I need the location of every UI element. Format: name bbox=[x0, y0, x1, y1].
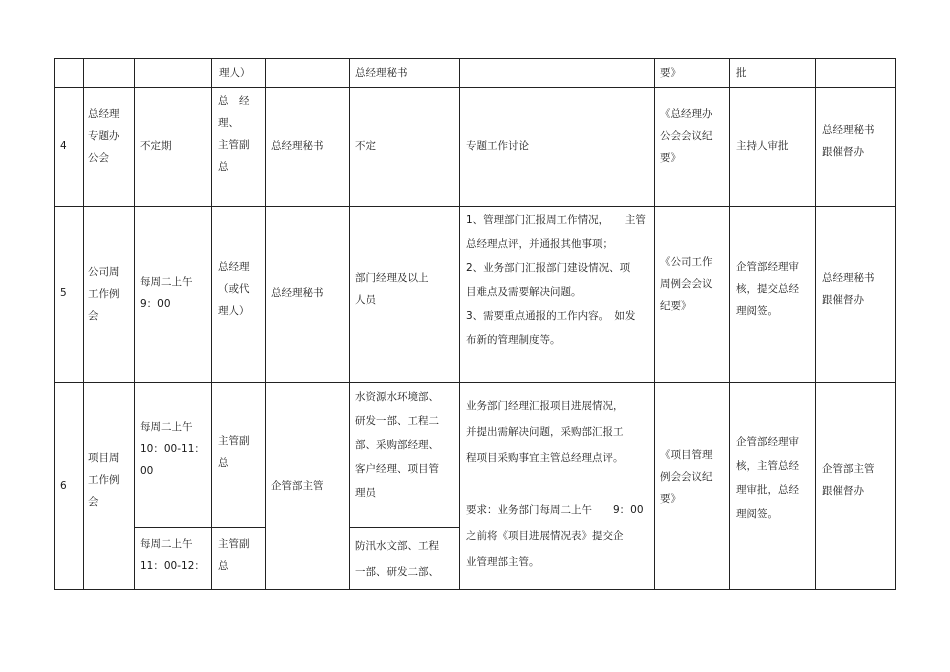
row6-time-a: 每周二上午 10：00-11： 00 bbox=[140, 421, 205, 477]
row6-number: 6 bbox=[60, 480, 67, 492]
row6-followup: 企管部主管 跟催督办 bbox=[822, 463, 875, 497]
row6-recorder: 企管部主管 bbox=[271, 480, 324, 492]
row4-meeting-name: 总经理 专题办 公会 bbox=[88, 108, 120, 164]
row6-time-b: 每周二上午 11：00-12： bbox=[140, 538, 205, 572]
rule-v-0 bbox=[54, 58, 55, 590]
rule-v-10 bbox=[895, 58, 896, 590]
row5-approval: 企管部经理审 核，提交总经 理阅签。 bbox=[736, 261, 799, 317]
row4-time: 不定期 bbox=[140, 140, 172, 152]
rule-h-top bbox=[54, 58, 896, 59]
top-approval-cell: 批 bbox=[736, 67, 747, 79]
rule-h-3 bbox=[54, 382, 896, 383]
row6-attendees-b: 防汛水文部、工程 一部、研发二部、 bbox=[355, 540, 439, 578]
row5-number: 5 bbox=[60, 287, 67, 299]
row6-minutes: 《项目管理 例会会议纪 要》 bbox=[660, 449, 713, 505]
top-minutes-cell: 要》 bbox=[660, 67, 681, 79]
row6-attendees-a: 水资源水环境部、 研发一部、工程二 部、采购部经理、 客户经理、项目管 理员 bbox=[355, 391, 439, 499]
row6-content: 业务部门经理汇报项目进展情况， 并提出需解决问题，采购部汇报工 程项目采购事宜主管总经理点评。 要求：业务部门每周二上午 9：00 之前将《项目进展情况表》提交企 业管理部主管。 bbox=[466, 400, 644, 568]
top-host-cell: 理人） bbox=[219, 67, 251, 79]
row4-followup: 总经理秘书 跟催督办 bbox=[822, 124, 875, 158]
row4-host: 总 经 理、 主管副 总 bbox=[218, 95, 250, 173]
row5-content: 1、管理部门汇报周工作情况， 主管 总经理点评，并通报其他事项； 2、业务部门汇报部门建设情况、项 目难点及需要解决问题。 3、需要重点通报的工作内容。 如发 布新的管理制度等。 bbox=[466, 214, 646, 346]
rule-v-2 bbox=[134, 58, 135, 590]
rule-v-6 bbox=[459, 58, 460, 590]
rule-h-bottom bbox=[54, 589, 896, 590]
row4-recorder: 总经理秘书 bbox=[271, 140, 324, 152]
row4-content: 专题工作讨论 bbox=[466, 140, 529, 152]
rule-h-row6-split-b bbox=[349, 527, 459, 528]
row6-host-b: 主管副 总 bbox=[218, 538, 250, 572]
row4-minutes: 《总经理办 公会会议纪 要》 bbox=[660, 108, 713, 164]
row5-attendees: 部门经理及以上 人员 bbox=[355, 272, 429, 306]
row5-recorder: 总经理秘书 bbox=[271, 287, 324, 299]
rule-h-row6-split-a bbox=[134, 527, 265, 528]
rule-v-9 bbox=[815, 58, 816, 590]
rule-v-7 bbox=[654, 58, 655, 590]
row6-meeting-name: 项目周 工作例 会 bbox=[88, 452, 120, 508]
row5-followup: 总经理秘书 跟催督办 bbox=[822, 272, 875, 306]
row4-approval: 主持人审批 bbox=[736, 140, 789, 152]
rule-v-1 bbox=[83, 58, 84, 590]
row5-meeting-name: 公司周 工作例 会 bbox=[88, 266, 120, 322]
rule-h-1 bbox=[54, 87, 896, 88]
rule-v-8 bbox=[729, 58, 730, 590]
row4-attendees: 不定 bbox=[355, 140, 376, 152]
row6-approval: 企管部经理审 核，主管总经 理审批，总经 理阅签。 bbox=[736, 436, 799, 520]
row5-minutes: 《公司工作 周例会会议 纪要》 bbox=[660, 256, 713, 312]
row6-host-a: 主管副 总 bbox=[218, 435, 250, 469]
rule-h-2 bbox=[54, 206, 896, 207]
row5-time: 每周二上午 9：00 bbox=[140, 276, 193, 310]
rule-v-3 bbox=[211, 58, 212, 590]
row4-number: 4 bbox=[60, 140, 67, 152]
row5-host: 总经理 （或代 理人） bbox=[218, 261, 250, 317]
rule-v-4 bbox=[265, 58, 266, 590]
rule-v-5 bbox=[349, 58, 350, 590]
top-recorder-cell: 总经理秘书 bbox=[355, 67, 408, 79]
